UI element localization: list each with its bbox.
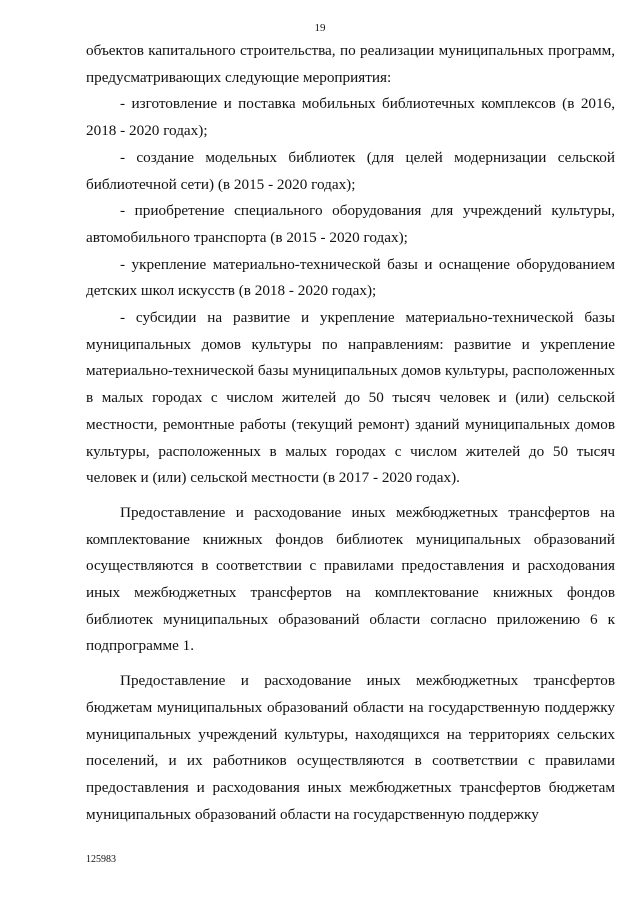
paragraph-continuation: объектов капитального строительства, по реализации муниципальных программ, предусматривающих следующие мероприятия: — [86, 42, 615, 86]
list-item-art-schools: - укрепление материально-технической базы и оснащение оборудованием детских школ искусств (в 2018 - 2020 годах); — [86, 255, 615, 300]
list-item-culture-houses-subsidies: - субсидии на развитие и укрепление материально-технической базы муниципальных домов культуры по направлениям: развитие и укрепление материально-технической базы муниципальных домов культуры, расположенных в малых городах с числом жителей до 50 тысяч человек и (или) сельской местности, ремонтные работы (текущий ремонт) зданий муниципальных домов культуры, расположенных в малых городах с числом жителей до 50 тысяч человек и (или) сельской местности (в 2017 - 2020 годах). — [86, 309, 615, 487]
document-body — [86, 38, 615, 828]
page-number: 19 — [314, 22, 326, 34]
list-item-mobile-library-complexes: - изготовление и поставка мобильных библиотечных комплексов (в 2016, 2018 - 2020 годах); — [86, 95, 615, 140]
document-code: 125983 — [86, 854, 116, 865]
list-item-model-libraries: - создание модельных библиотек (для целей модернизации сельской библиотечной сети) (в 2015 - 2020 годах); — [86, 148, 615, 193]
paragraph-book-funds-transfers: Предоставление и расходование иных межбюджетных трансфертов на комплектование книжных фондов библиотек муниципальных образований осуществляются в соответствии с правилами предоставления и расходования иных межбюджетных трансфертов на комплектование книжных фондов библиотек муниципальных образований области согласно приложению 6 к подпрограмме 1. — [86, 503, 615, 655]
paragraph-rural-culture-support: Предоставление и расходование иных межбюджетных трансфертов бюджетам муниципальных образований области на государственную поддержку муниципальных учреждений культуры, находящихся на территориях сельских поселений, и их работников осуществляются в соответствии с правилами предоставления и расходования иных межбюджетных трансфертов бюджетам муниципальных образований области на государственную поддержку — [86, 672, 615, 823]
list-item-special-equipment: - приобретение специального оборудования для учреждений культуры, автомобильного транспорта (в 2015 - 2020 годах); — [86, 202, 615, 246]
